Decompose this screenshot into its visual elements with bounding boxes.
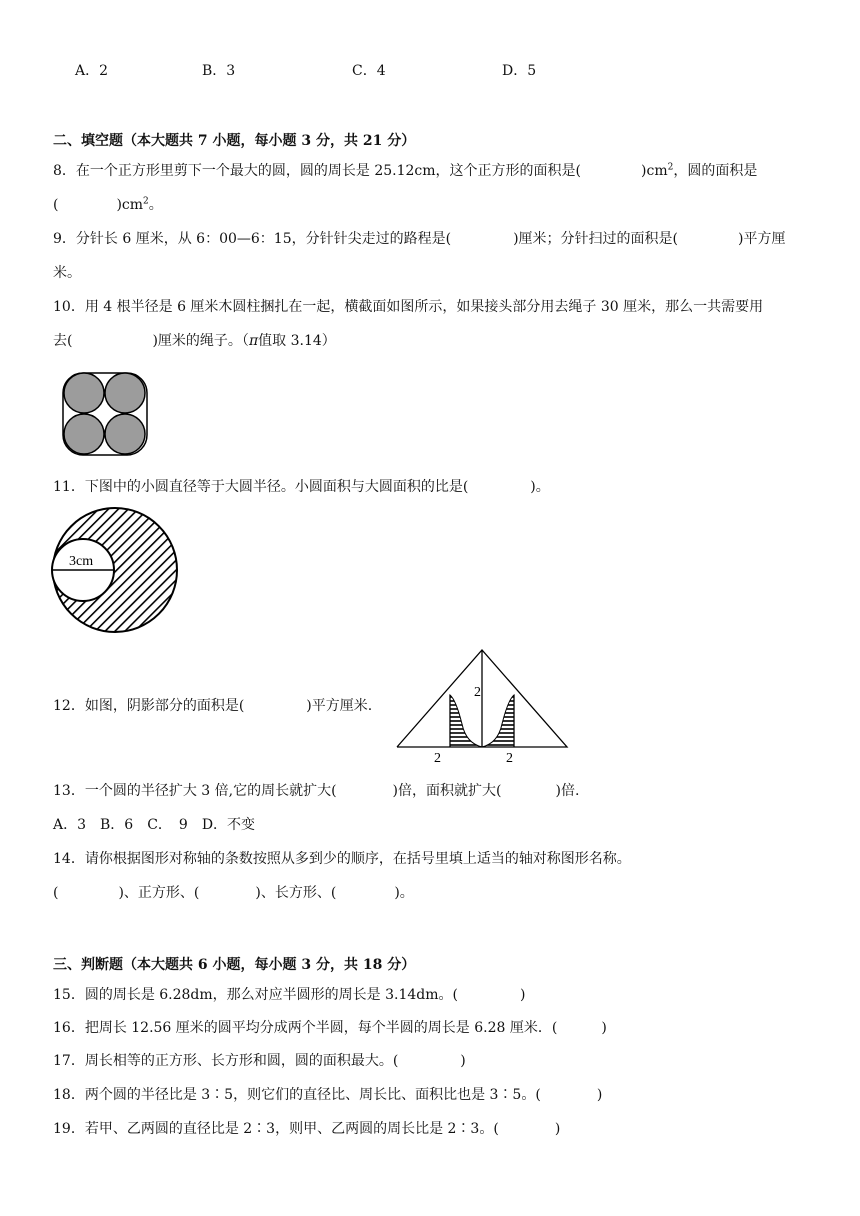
- q9-text-3: )平方厘: [738, 231, 786, 247]
- q16-text: 16．把周长 12.56 厘米的圆平均分成两个半圆，每个半圆的周长是 6.28 厘米．(: [53, 1020, 558, 1036]
- q8-end: 。: [148, 197, 163, 213]
- question-9-line2: 米。: [53, 265, 81, 281]
- q11-figure-circles: [51, 506, 179, 634]
- question-19: [53, 1120, 560, 1138]
- question-8-line1: [53, 162, 757, 180]
- question-18: [53, 1086, 602, 1104]
- q11-text: 11．下图中的小圆直径等于大圆半径。小圆面积与大圆面积的比是(: [53, 479, 469, 495]
- question-15: [53, 986, 525, 1004]
- q7-option-a: A．2: [75, 63, 109, 79]
- q10-figure-bundled-circles: [62, 372, 148, 456]
- q12-figure-triangle: [396, 648, 568, 766]
- q18-text: 18．两个圆的半径比是 3∶5，则它们的直径比、周长比、面积比也是 3∶5。(: [53, 1087, 541, 1103]
- question-14-line1: 14．请你根据图形对称轴的条数按照从多到少的顺序，在括号里填上适当的轴对称图形名称。: [53, 851, 631, 867]
- q12-end: )平方厘米.: [306, 698, 373, 714]
- q8-sup-2: 2: [143, 196, 149, 207]
- section3-heading: 三、判断题（本大题共 6 小题，每小题 3 分，共 18 分）: [53, 957, 416, 973]
- question-14-line2: [53, 884, 414, 902]
- question-17: [53, 1052, 466, 1070]
- q18-close: ): [596, 1087, 603, 1103]
- q15-close: ): [520, 987, 526, 1003]
- q12-label-left: 2: [434, 751, 441, 766]
- question-10-line1: 10．用 4 根半径是 6 厘米木圆柱捆扎在一起，横截面如图所示，如果接头部分用去绳子 30 厘米，那么一共需要用: [53, 299, 764, 315]
- q17-close: ): [460, 1053, 466, 1069]
- question-8-line2: [53, 196, 163, 214]
- q13-options: A．3 B．6 C． 9 D．不变: [53, 817, 256, 833]
- q10-text-2: )厘米的绳子。（: [152, 333, 249, 349]
- q17-text: 17．周长相等的正方形、长方形和圆，圆的面积最大。(: [53, 1053, 399, 1069]
- q7-option-d: D．5: [502, 63, 537, 79]
- question-12: [53, 697, 372, 715]
- q15-text: 15．圆的周长是 6.28dm，那么对应半圆形的周长是 3.14dm。(: [53, 987, 458, 1003]
- q14-end: )。: [394, 885, 414, 901]
- q7-option-c: C．4: [352, 63, 386, 79]
- question-11: [53, 478, 550, 496]
- question-10-line2: [53, 332, 336, 350]
- q19-close: ): [554, 1121, 561, 1137]
- q12-label-height: 2: [474, 685, 481, 700]
- q19-text: 19．若甲、乙两圆的直径比是 2∶3，则甲、乙两圆的周长比是 2∶3。(: [53, 1121, 499, 1137]
- q10-pi: π: [248, 333, 259, 349]
- question-9-line1: [53, 230, 785, 248]
- q8-unit-2: )cm: [116, 197, 144, 213]
- q14-open: (: [53, 885, 59, 901]
- q13-end: )倍.: [555, 783, 580, 799]
- q14-text: )、正方形、(: [118, 885, 200, 901]
- question-13: [53, 782, 579, 800]
- q8-text-2: ，圆的面积是: [673, 163, 758, 179]
- q13-text: 13．一个圆的半径扩大 3 倍,它的周长就扩大(: [53, 783, 337, 799]
- q9-text-2: )厘米；分针扫过的面积是(: [513, 231, 679, 247]
- q10-text: 去(: [53, 333, 73, 349]
- q8-unit: )cm: [641, 163, 668, 179]
- q10-text-3: 值取 3.14）: [258, 333, 336, 349]
- q13-text-2: )倍，面积就扩大(: [392, 783, 502, 799]
- q8-open: (: [53, 197, 59, 213]
- section2-heading: 二、填空题（本大题共 7 小题，每小题 3 分，共 21 分）: [53, 133, 416, 149]
- q14-text-2: )、长方形、(: [255, 885, 337, 901]
- q7-option-b: B．3: [202, 63, 236, 79]
- q12-label-right: 2: [506, 751, 513, 766]
- q11-end: )。: [530, 479, 550, 495]
- q8-text: 8．在一个正方形里剪下一个最大的圆，圆的周长是 25.12cm，这个正方形的面积是(: [53, 163, 582, 179]
- q16-close: ): [601, 1020, 607, 1036]
- q12-text: 12．如图，阴影部分的面积是(: [53, 698, 245, 714]
- q9-text: 9．分针长 6 厘米，从 6：00—6：15，分针针尖走过的路程是(: [53, 231, 452, 247]
- question-16: [53, 1019, 607, 1037]
- q8-sup: 2: [667, 162, 674, 173]
- q11-figure-label: 3cm: [69, 554, 94, 569]
